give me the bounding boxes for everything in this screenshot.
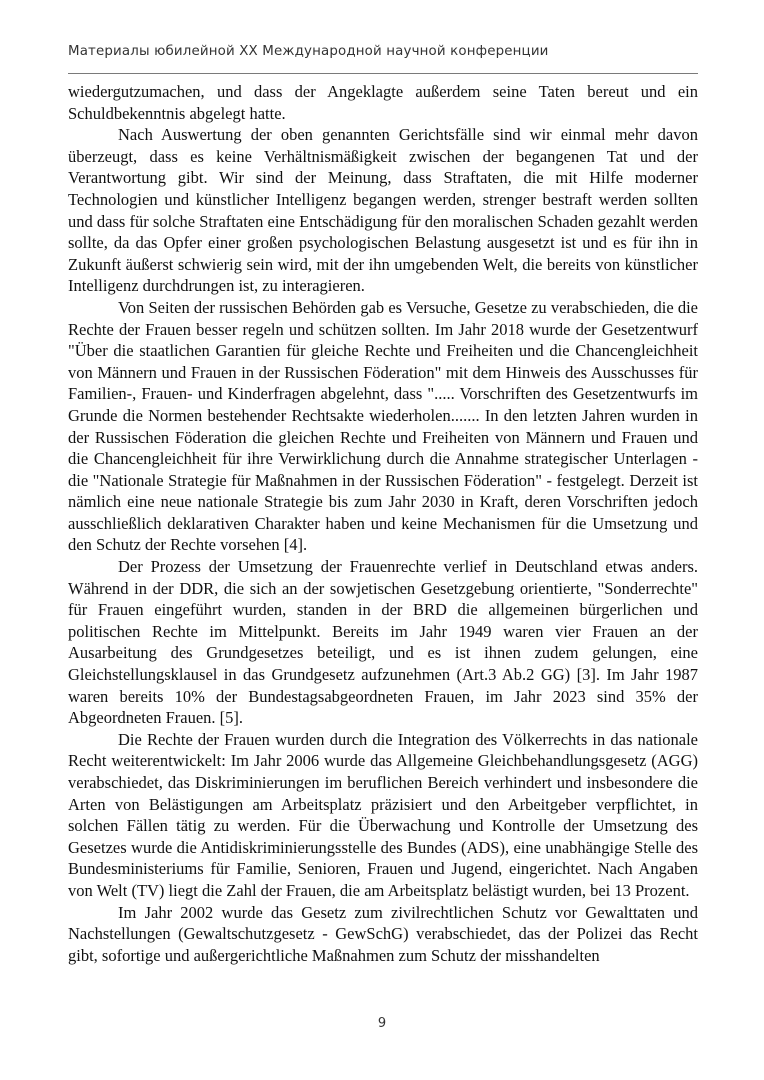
paragraph: Im Jahr 2002 wurde das Gesetz zum zivilrechtlichen Schutz vor Gewalttaten und Nachstellungen (Gewaltschutzgesetz - GewSchG) verabschiedet, das der Polizei das Recht gibt, sofortige und außergerichtliche Maßnahmen zum Schutz der misshandelten: [68, 902, 698, 965]
paragraph: Nach Auswertung der oben genannten Gerichtsfälle sind wir einmal mehr davon überzeugt, dass es keine Verhältnismäßigkeit zwischen der begangenen Tat und der Verantwortung gibt. Wir sind der Meinung, dass Straftaten, die mit Hilfe moderner Technologien und künstlicher Intelligenz begangen werden, strenger bestraft werden sollten und dass für solche Straftaten eine Entschädigung für den moralischen Schaden gezahlt werden sollte, da das Opfer einer großen psychologischen Belastung ausgesetzt ist und es für ihn in Zukunft äußerst schwierig sein wird, mit der ihn umgebenden Welt, die bereits von künstlicher Intelligenz durchdrungen ist, zu interagieren.: [68, 125, 698, 296]
paragraph-continued: wiedergutzumachen, und dass der Angeklagte außerdem seine Taten bereut und ein Schuldbekenntnis abgelegt hatte.: [68, 82, 698, 123]
body-text: [68, 81, 698, 966]
paragraph: Von Seiten der russischen Behörden gab es Versuche, Gesetze zu verabschieden, die die Rechte der Frauen besser regeln und schützen sollten. Im Jahr 2018 wurde der Gesetzentwurf "Über die staatlichen Garantien für gleiche Rechte und Freiheiten und die Chancengleichheit von Männern und Frauen in der Russischen Föderation" mit dem Hinweis des Ausschusses für Familien-, Frauen- und Kinderfragen abgelehnt, dass "..... Vorschriften des Gesetzentwurfs im Grunde die Normen bestehender Rechtsakte wiederholen....... In den letzten Jahren wurden in der Russischen Föderation die gleichen Rechte und Freiheiten von Männern und Frauen und die Chancengleichheit für ihre Verwirklichung durch die Annahme strategischer Unterlagen - die "Nationale Strategie für Maßnahmen in der Russischen Föderation" - festgelegt. Derzeit ist nämlich eine neue nationale Strategie bis zum Jahr 2030 in Kraft, deren Vorschriften jedoch ausschließlich deklarativen Charakter haben und keine Mechanismen für die Umsetzung und den Schutz der Rechte vorsehen [4].: [68, 297, 698, 555]
running-header: Материалы юбилейной XX Международной научной конференции: [68, 44, 549, 59]
page-number: 9: [377, 1016, 387, 1031]
paragraph: Die Rechte der Frauen wurden durch die Integration des Völkerrechts in das nationale Recht weiterentwickelt: Im Jahr 2006 wurde das Allgemeine Gleichbehandlungsgesetz (AGG) verabschiedet, das Diskriminierungen im beruflichen Bereich verhindert und insbesondere die Arten von Belästigungen am Arbeitsplatz präzisiert und den Arbeitgeber verpflichtet, in solchen Fällen tätig zu werden. Für die Überwachung und Kontrolle der Umsetzung des Gesetzes wurde die Antidiskriminierungsstelle des Bundes (ADS), eine unabhängige Stelle des Bundesministeriums für Familie, Senioren, Frauen und Jugend, eingerichtet. Nach Angaben von Welt (TV) liegt die Zahl der Frauen, die am Arbeitsplatz belästigt wurden, bei 13 Prozent.: [68, 729, 698, 900]
header-rule: [68, 73, 698, 74]
paragraph: Der Prozess der Umsetzung der Frauenrechte verlief in Deutschland etwas anders. Während in der DDR, die sich an der sowjetischen Gesetzgebung orientierte, "Sonderrechte" für Frauen eingeführt wurden, standen in der BRD die allgemeinen bürgerlichen und politischen Rechte im Mittelpunkt. Bereits im Jahr 1949 waren vier Frauen an der Ausarbeitung des Grundgesetzes beteiligt, und es ist ihnen zudem gelungen, eine Gleichstellungsklausel in das Grundgesetz aufzunehmen (Art.3 Ab.2 GG) [3]. Im Jahr 1987 waren bereits 10% der Bundestagsabgeordneten Frauen, im Jahr 2023 sind 35% der Abgeordneten Frauen. [5].: [68, 557, 698, 728]
